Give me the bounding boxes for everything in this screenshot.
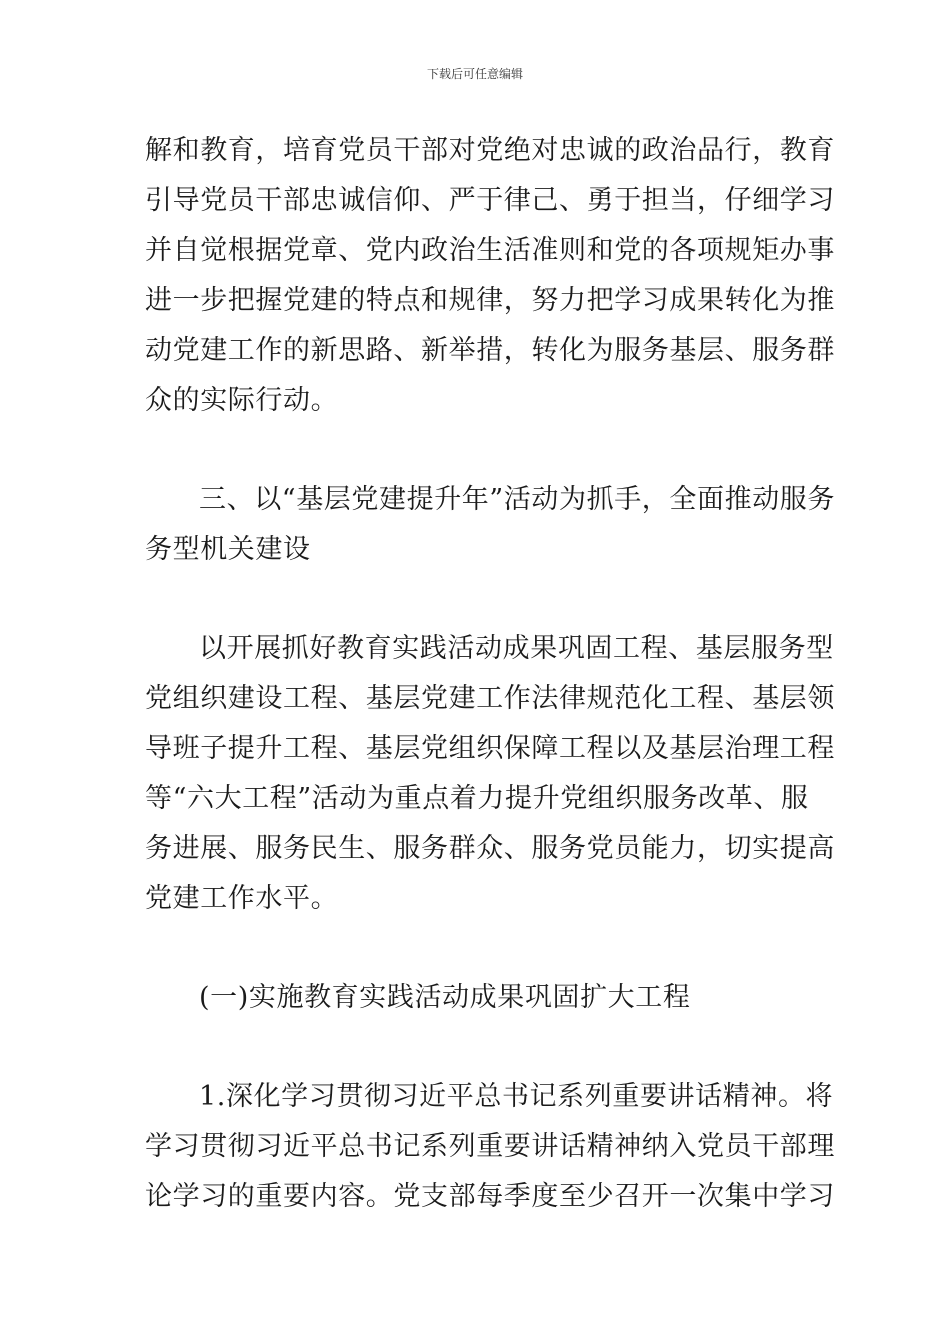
page-header: 下载后可任意编辑 <box>426 67 523 81</box>
text-line: 进一步把握党建的特点和规律，努力把学习成果转化为推 <box>145 285 835 316</box>
text-line: 以开展抓好教育实践活动成果巩固工程、基层服务型 <box>199 633 834 664</box>
section-heading-line: 务型机关建设 <box>145 534 311 565</box>
text-line: 并自觉根据党章、党内政治生活准则和党的各项规矩办事 <box>145 235 835 266</box>
text-line: 务进展、服务民生、服务群众、服务党员能力，切实提高 <box>145 833 835 864</box>
text-line: 学习贯彻习近平总书记系列重要讲话精神纳入党员干部理 <box>145 1131 835 1162</box>
text-line: 论学习的重要内容。党支部每季度至少召开一次集中学习 <box>145 1181 835 1212</box>
section-heading-line: 三、以“基层党建提升年”活动为抓手，全面推动服务 <box>199 484 836 515</box>
text-line: 引导党员干部忠诚信仰、严于律己、勇于担当，仔细学习 <box>145 185 835 216</box>
text-line: 导班子提升工程、基层党组织保障工程以及基层治理工程 <box>145 733 835 764</box>
text-line: 1.深化学习贯彻习近平总书记系列重要讲话精神。将 <box>199 1081 834 1112</box>
text-line: 众的实际行动。 <box>145 385 339 416</box>
text-line: 解和教育，培育党员干部对党绝对忠诚的政治品行，教育 <box>145 135 835 166</box>
text-line: 等“六大工程”活动为重点着力提升党组织服务改革、服 <box>145 783 809 814</box>
subsection-heading: (一)实施教育实践活动成果巩固扩大工程 <box>199 982 691 1013</box>
text-line: 党建工作水平。 <box>145 883 339 914</box>
text-line: 党组织建设工程、基层党建工作法律规范化工程、基层领 <box>145 683 835 714</box>
text-line: 动党建工作的新思路、新举措，转化为服务基层、服务群 <box>145 335 835 366</box>
